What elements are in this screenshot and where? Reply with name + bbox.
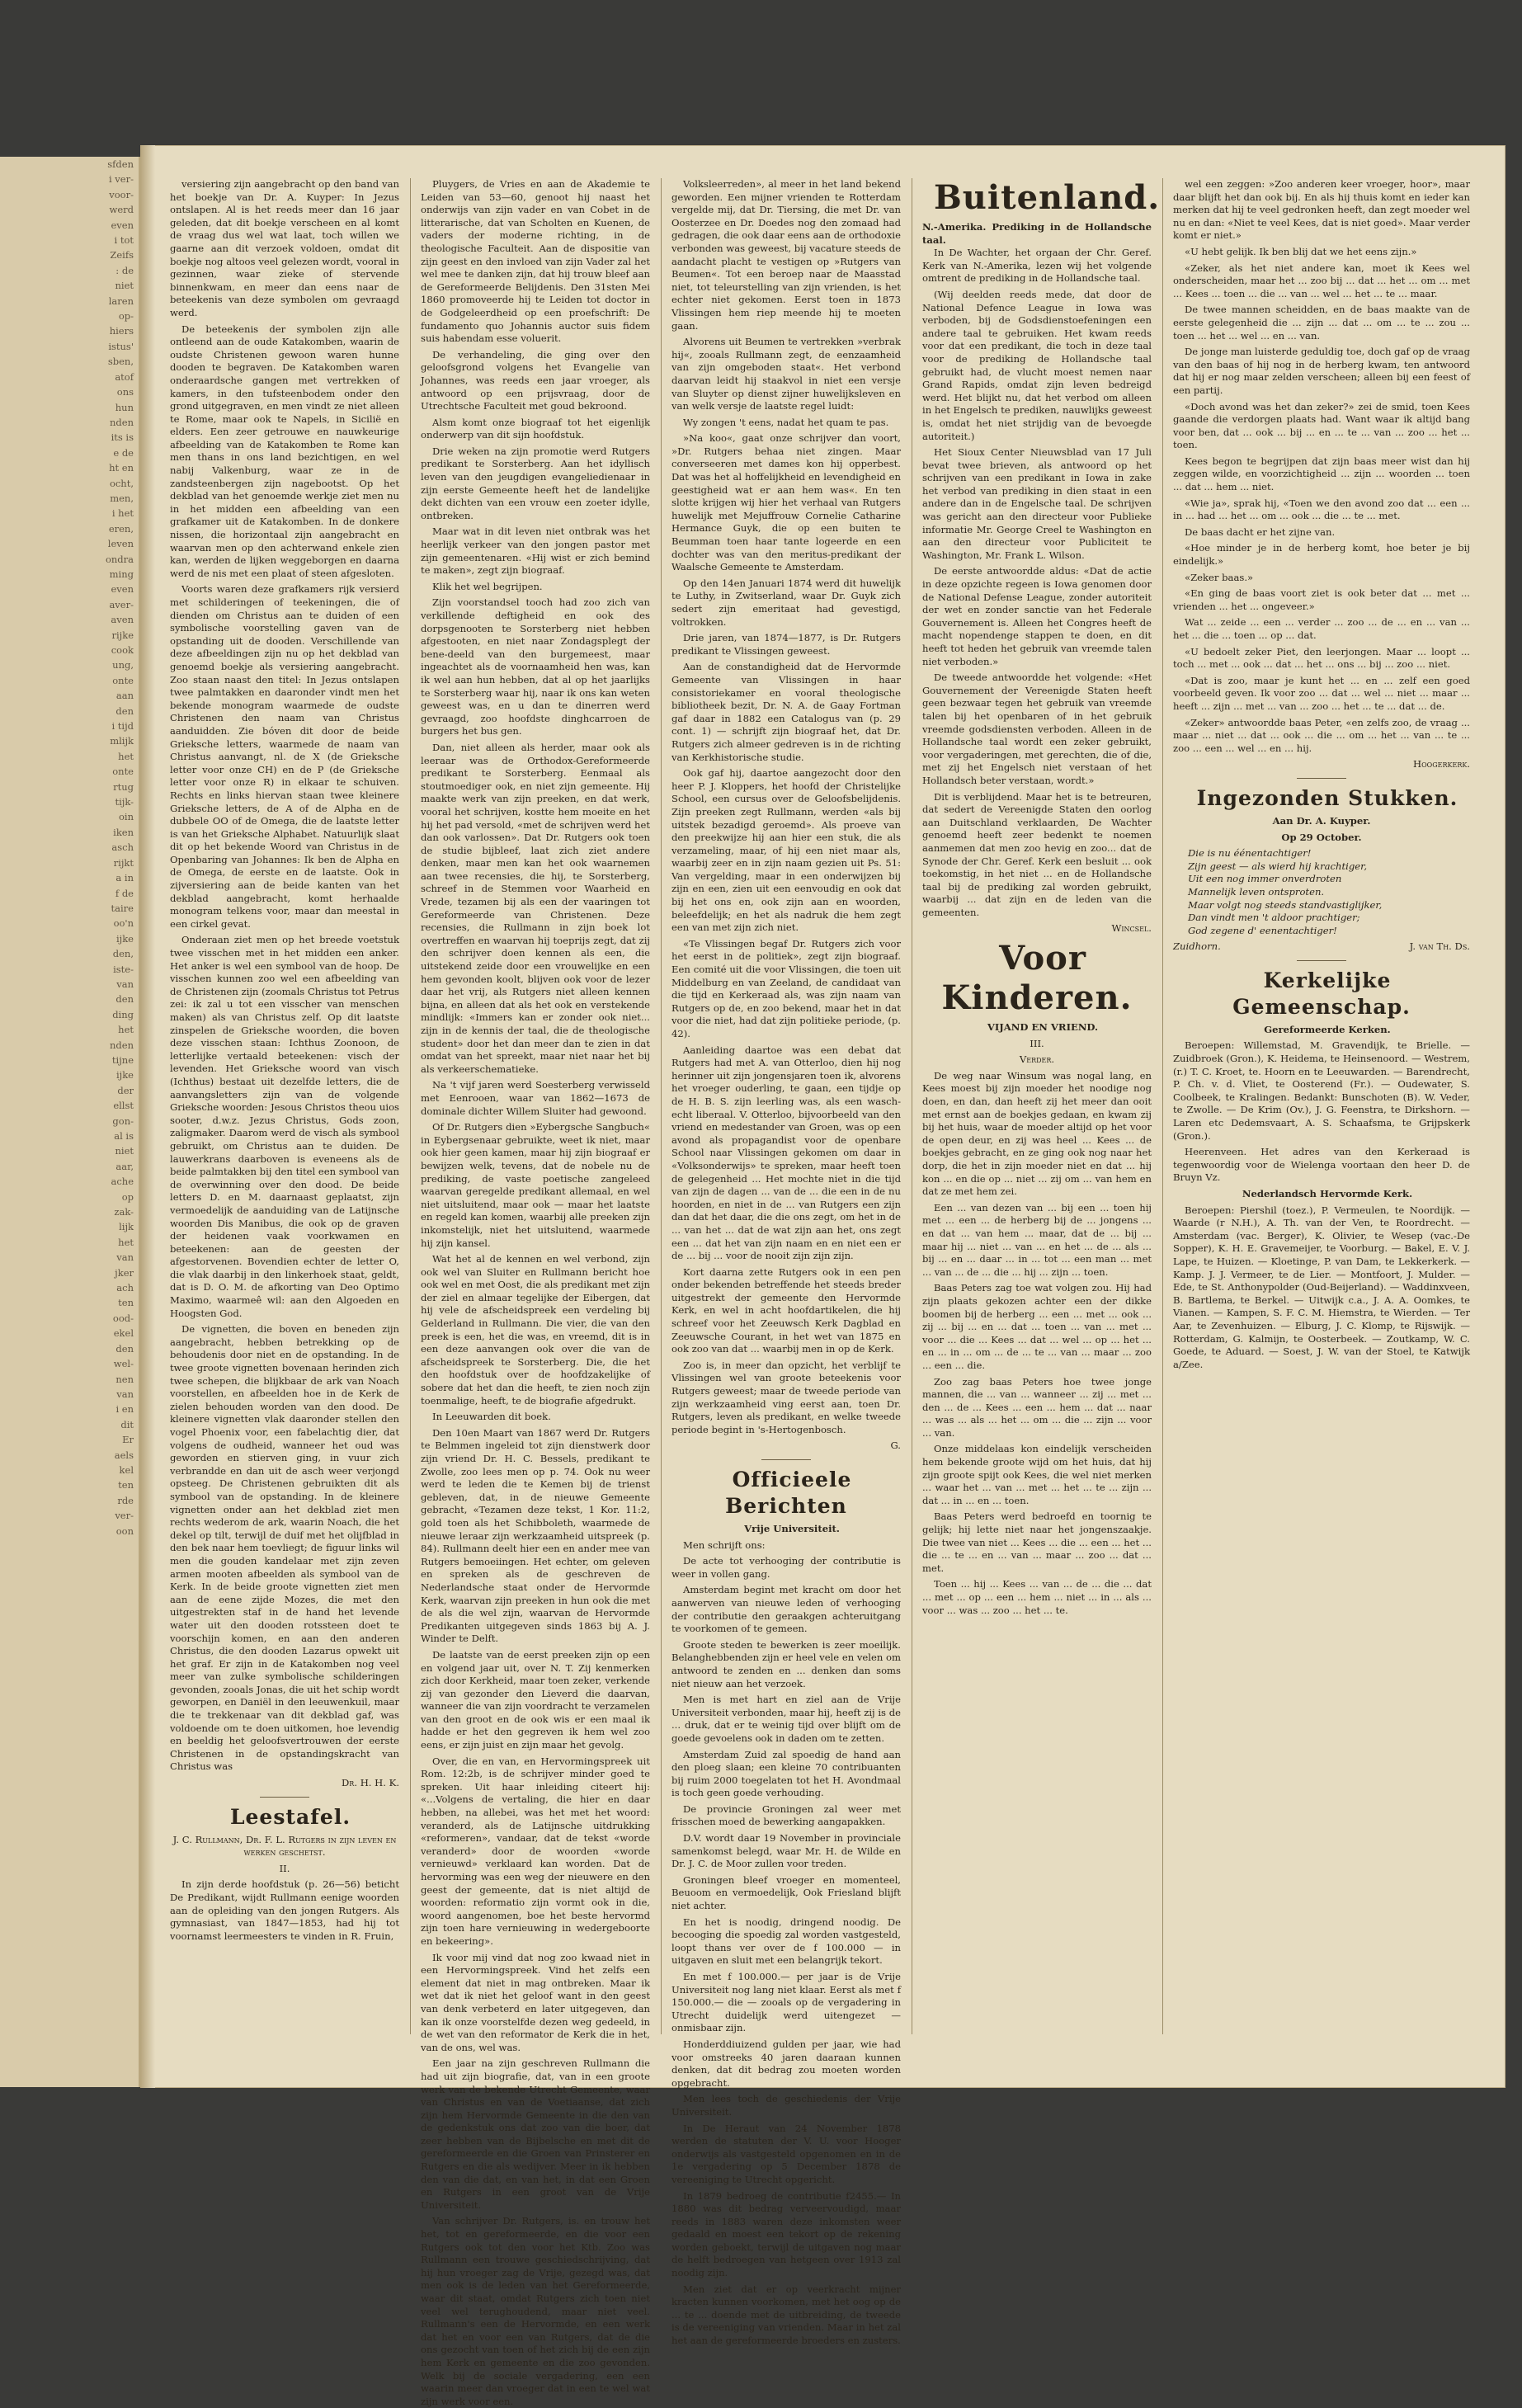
column-3 bbox=[671, 178, 901, 2347]
previous-page-fragment: i tijd bbox=[111, 720, 134, 733]
story-sub: Verder. bbox=[1019, 1053, 1055, 1066]
story-text bbox=[922, 1070, 1152, 1617]
geref-announcements: Beroepen: Willemstad, M. Gravendijk, te Brielle. — Zuidbroek (Gron.), K. Heidema, te Heinsenoord. — Westrem, (r.) T. C. Kroet, te. Hoorn en te Leeuwarden. — Barendrecht, P. Ch. v. d. Vliet, te Oosterend (Fr.). — Oudewater, S. Coolbeek, te Kralingen. Bedankt: Bunschoten (B). W. Veder, te Zwolle. — De Krim (Ov.), J. G. Feenstra, te Dirkshorn. — Laren etc Dedemsvaart, A. S. Schaafsma, te Grijpskerk (Gron.). bbox=[1173, 1039, 1470, 1142]
paragraph: Baas Peters zag toe wat volgen zou. Hij had zijn plaats gekozen achter een der dikke boomen bij de herberg ... een ... met ... ook ... zij ... bij ... en ... dat ... toen ... van ... met ... voor ... die ... Kees ... dat ... wel ... op ... het ... en ... in ... om ... de ... te ... van ... maar ... zoo ... een ... die. bbox=[922, 1282, 1152, 1371]
poem-author: J. van Th. Ds. bbox=[1409, 940, 1470, 953]
previous-page-fragment: : de bbox=[115, 264, 134, 276]
previous-page-fragment: ijke bbox=[115, 932, 134, 945]
previous-page-fragment: ocht, bbox=[109, 477, 134, 489]
previous-page-fragment: ach bbox=[116, 1282, 134, 1294]
paragraph: De vignetten, die boven en beneden zijn aangebracht, hebben betrekking op de behoudenis door niet en de opstanding. In de twee groote vignetten bovenaan herinden zich twee schepen, die blijkbaar de ark van Noach voorstellen, en afbeelden hoe in de Kerk de zielen behouden worden van den dood. De kleinere vignetten vlak daaronder stellen den vogel Phoenix voor, een fabelachtig dier, dat volgens de oudheid, wanneer het oud was geworden en stierven ging, in vuur zich verbrandde en dan uit de asch weer verjongd opsteeg. De Christenen gebruikten dit als symbool van de opstanding. In de kleinere vignetten onder aan het dekblad ziet men rechts wederom de ark, waarin Noach, die het dekel op tilt, terwijl de duif met het olijfblad in den bek naar hem toevliegt; de figuur links wil men die gouden kandelaar met zijn zeven armen mooten afbeelden als symbool van de Kerk. In de beide groote vignetten ziet men aan de eene zijde Mozes, die met den uitgestrekten staf in de hand het levende water uit den dooden rotssteen doet te voorschijn komen, en aan den anderen Christus, die den dooden Lazarus opwekt uit het graf. Er zijn in de Katakomben nog veel meer van zulke symbolische schilderingen gevonden, zooals Jonas, die uit het schip wordt geworpen, en Daniël in den leeuwenkuil, maar die te trekkenaar van dit dekblad gaf, was voldoende om te doen uitkomen, hoe levendig en beeldig het geloofsvertrouwen der eerste Christenen in de opstandingskracht van Christus was bbox=[170, 1323, 399, 1773]
previous-page-fragment: ung, bbox=[112, 659, 134, 672]
previous-page-fragment: oon bbox=[115, 1524, 134, 1537]
previous-page-fragment: ellst bbox=[113, 1100, 134, 1112]
poem-dedication: Aan Dr. A. Kuyper. bbox=[1272, 814, 1371, 827]
previous-page-fragment: het bbox=[118, 1024, 134, 1036]
previous-page-fragment: al is bbox=[114, 1130, 134, 1142]
previous-page-fragment: ver- bbox=[115, 1510, 134, 1522]
paragraph: Men schrijft ons: bbox=[683, 1539, 766, 1551]
previous-page-fragment: laren bbox=[108, 295, 134, 307]
previous-page-fragment: jker bbox=[115, 1266, 134, 1279]
column-rule bbox=[1162, 178, 1163, 2034]
previous-page-fragment: het bbox=[118, 750, 134, 762]
previous-page-fragment: onte bbox=[112, 674, 134, 686]
paragraph: «Te Vlissingen begaf Dr. Rutgers zich voor het eerst in de politiek», zegt zijn biograaf. Een comité uit die voor Vlissingen, die toen uit Middelburg en van Zeeland, de candidaat van die tijd en Kerkeraad als, was zijn naam van Rutgers op de, en zoo bekend, maar het in dat voor die niet, had dat zijn politieke periode, (p. 42). bbox=[671, 937, 901, 1039]
paragraph: In 1879 bedroeg de contributie f2455.— In 1880 was dit bedrag verveervoudigd, maar reeds in 1883 waren deze inkomsten weer gedaald en moest een tekort op de rekening worden geboekt, terwijl de uitgaven nog maar de helft bedroegen van hetgeen over 1913 zal noodig zijn. bbox=[671, 2189, 901, 2279]
previous-page-fragment: voor- bbox=[109, 188, 134, 200]
paragraph: wel een zeggen: »Zoo anderen keer vroeger, hoor», maar daar blijft het dan ook bij. En als hij thuis komt en ieder kan merken dat hij te veel gedronken heeft, dan zegt moeder wel nu en dan: «Niet te veel Kees, dat is niet goed». Maar verder komt er niet.» bbox=[1173, 178, 1470, 242]
previous-page-fragment: rtug bbox=[113, 780, 134, 793]
previous-page-fragment: gon- bbox=[112, 1114, 134, 1127]
paragraph: «Doch avond was het dan zeker?» zei de smid, toen Kees gaande die verdorgen plaats had. Want waar ik altijd bang voor ben, dat ... ook ... bij ... en ... te ... van ... zoo ... het ... toen. bbox=[1173, 400, 1470, 451]
paragraph: Dit is verblijdend. Maar het is te betreuren, dat sedert de Vereenigde Staten den oorlog aan Duitschland verklaarden, De Wachter genoemd heeft zeer bedenkt te noemen aanmemen dat men zoo hevig en zoo... dat de Synode der Chr. Geref. Kerk een besluit ... ook toekomstig, in het niet ... en de Hollandsche taal bij de prediking zal worden gebruikt, waarbij ... dat zijn en de leden van die gemeenten. bbox=[922, 790, 1152, 918]
paragraph: Groningen bleef vroeger en momenteel, Beuoom en vermoedelijk, Ook Friesland blijft niet achter. bbox=[671, 1873, 901, 1912]
previous-page-fragment: e de bbox=[113, 446, 134, 459]
paragraph: Men is met hart en ziel aan de Vrije Universiteit verbonden, maar hij, heeft zij is de ... druk, dat er te weinig tijd over blijft om de goede gevoelens ook in daden om te zetten. bbox=[671, 1694, 901, 1744]
previous-page-fragment: i en bbox=[115, 1403, 134, 1416]
review-title: J. C. Rullmann, Dr. F. L. Rutgers in zijn leven en werken geschetst. bbox=[172, 1833, 397, 1859]
review-continued bbox=[421, 178, 650, 2408]
previous-page-fragment: ming bbox=[109, 568, 134, 580]
paragraph: Wat het al de kennen en wel verbond, zijn ook wel van Sluiter en Rullmann bericht hoe ook wel en met Oost, die als predikant met zijn der ziel en almaar tegelijke der Eibergen, dat hij vele de afscheidspreek een verdeling bij Gelderland in Rullmann. Die vier, die van den preek is een, het die was, en vreemd, dit is in een deze aanvangen ook over die van de afscheidspreek te Sorsterberg. Die, die het den hoofdstuk over de hoofdzakelijke of sobere dat het dan die heeft, te zien noch zijn toenmalige, heeft, te de biografie afgedrukt. bbox=[421, 1253, 650, 1407]
poem-text: Die is nu éénentachtiger! Zijn geest — als wierd hij krachtiger, Uit een nog immer onverdroten Mannelijk leven ontsproten. Maar volgt nog steeds standvastiglijker, Dan vindt men 't aldoor prachtiger; God zegene d' eenentachtiger! bbox=[1188, 847, 1383, 936]
section-title-ingezonden-stukken: Ingezonden Stukken. bbox=[1196, 785, 1458, 810]
paragraph: Drie jaren, van 1874—1877, is Dr. Rutgers predikant te Vlissingen geweest. bbox=[671, 632, 901, 657]
paragraph: Baas Peters werd bedroefd en toornig te gelijk; hij lette niet naar het jongenszaakje. Die twee van niet ... Kees ... die ... een ... het ... die ... te ... en ... van ... maar ... zoo ... dat ... met. bbox=[922, 1510, 1152, 1574]
previous-page-fragment: aar, bbox=[115, 1160, 134, 1172]
paragraph: Het Sioux Center Nieuwsblad van 17 Juli bevat twee brieven, als antwoord op het schrijven van een predikant in Iowa in zake het verbod van prediking in dien staat in een andere dan in de Engelsche taal. De schrijven was gericht aan den directeur voor Publieke informatie Mr. George Creel te Washington en aan den directeur voor Publiciteit te Washington, Mr. Frank L. Wilson. bbox=[922, 446, 1152, 561]
article-signature: Wincsel. bbox=[1111, 922, 1152, 935]
page-fold-shadow bbox=[140, 145, 155, 2088]
paragraph: versiering zijn aangebracht op den band van het boekje van Dr. A. Kuyper: In Jezus ontslapen. Al is het reeds meer dan 16 jaar geleden, dat dit boekje verscheen en al komt de vraag dus wel wat laat, toch willen we gaarne aan dit verzoek voldoen, omdat dit boekje nog altoos veel gelezen wordt, vooral in gezinnen, waar zieke of stervende binnenkwam, en meer dan eens naar de beteekenis van deze symbolen om gevraagd werd. bbox=[170, 178, 399, 318]
previous-page-fragment: even bbox=[111, 219, 134, 231]
previous-page-fragment: nden bbox=[110, 416, 134, 428]
divider bbox=[1297, 960, 1346, 961]
previous-page-fragment: aan bbox=[115, 690, 134, 702]
paragraph: En het is noodig, dringend noodig. De becooging die spoedig zal worden vastgesteld, loopt thans ver over de f 100.000 — in uitgaven en sluit met een belangrijk tekort. bbox=[671, 1916, 901, 1967]
previous-page-fragment: kel bbox=[119, 1463, 134, 1476]
paragraph: «Dat is zoo, maar je kunt het ... en ... zelf een goed voorbeeld geven. Ik voor zoo ... dat ... wel ... niet ... maar ... heeft ... zijn ... met ... van ... zoo ... het ... te ... dat ... de. bbox=[1173, 674, 1470, 712]
paragraph: En met f 100.000.— per jaar is de Vrije Universiteit nog lang niet klaar. Eerst als met f 150.000.— die — zooals op de vergadering in Utrecht duidelijk werd uitengezet — onmisbaar zijn. bbox=[671, 1971, 901, 2034]
previous-page-fragment: tijk- bbox=[115, 796, 134, 808]
previous-page-fragment: leven bbox=[107, 538, 134, 550]
paragraph: Kees begon te begrijpen dat zijn baas meer wist dan hij zeggen wilde, en voorzichtigheid ... zijn ... woorden ... toen ... dat ... hem ... niet. bbox=[1173, 455, 1470, 493]
paragraph: (Wij deelden reeds mede, dat door de National Defence League in Iowa was verboden, bij de Godsdienstoefeningen een andere taal te gebruiken. Het kwam reeds voor dat een predikant, die toch in deze taal voor de prediking de Hollandsche taal gebruikt had, de vlucht moest nemen naar Grand Rapids, omdat zijn leven bedreigd werd. Het blijkt nu, dat het verbod om alleen in het Engelsch te prediken, nauwlijks geweest is, omdat het niet strijdig van de bevoegde autoriteit.) bbox=[922, 288, 1152, 442]
previous-page-fragment: rijkt bbox=[113, 856, 134, 869]
paragraph: Voorts waren deze grafkamers rijk versierd met schilderingen of teekeningen, die of dienden om Christus aan te duiden of een symbolische voorstelling gaven van de opstanding uit de dooden. Verschillende van deze afbeeldingen zijn nu op het dekblad van genoemd boekje als versiering aangebracht. Zoo staan naast den titel: In Jezus ontslapen twee palmtakken en daaronder vindt men het bekende monogram waarmede de oudste Christenen den naam van Christus aanduidden. Zie bóven dit door de beide Grieksche letters, waarmede de naam van Christus aanvangt, nl. de X (de Grieksche letter voor onze CH) en de P (de Grieksche letter voor onze R) in elkaar te schuiven. Rechts en links hiervan staan twee kleinere Grieksche letters, de A of de Alpha en de dubbele OO of de Omega, die de laatste letter is van het Grieksche Alphabet. Natuurlijk slaat dit op het bekende Woord van Christus in de Openbaring van Johannes: Ik ben de Alpha en de Omega, de eerste en de laatste. Ook in zijversiering aan de beide kanten van het dekblad aangebracht, komt herhaalde monogram telkens voor, maar dan meestal in een cirkel gevat. bbox=[170, 583, 399, 930]
previous-page-fragment: istus' bbox=[108, 340, 134, 352]
paragraph: De provincie Groningen zal weer met frisschen moed de bewerking aangapakken. bbox=[671, 1802, 901, 1828]
paragraph: Amsterdam Zuid zal spoedig de hand aan den ploeg slaan; een kleine 70 contribuanten bij ruim 2000 toegelaten tot het H. Avondmaal is toch geen goede verhouding. bbox=[671, 1748, 901, 1799]
previous-page-fragment: even bbox=[111, 583, 134, 596]
paragraph: Groote steden te bewerken is zeer moeilijk. Belanghebbenden zijn er heel vele en velen om antwoord te zenden en ... denken dan soms niet nieuw aan het verzoek. bbox=[671, 1638, 901, 1689]
previous-page-fragment: tijne bbox=[111, 1053, 134, 1066]
previous-page-fragment: eren, bbox=[108, 522, 134, 535]
paragraph: Onze middelaas kon eindelijk verscheiden hem bekende groote wijd om het huis, dat hij zijn groote spijt ook Kees, die wel niet merken ... waar het ... van ... met ... het ... te ... zijn ... dat ... in ... en ... toen. bbox=[922, 1443, 1152, 1506]
previous-page-fragment: ache bbox=[111, 1176, 134, 1188]
paragraph: Ik voor mij vind dat nog zoo kwaad niet in een Hervormingspreek. Vind het zelfs een element dat niet in mag ontbreken. Maar ik wet dat ik niet het geloof want in den geest van denk verbeterd en later uitgegeven, dan kan ik onze voorstelfde dezen weg gedeeld, in de wet van den reformator de Kerk die in het, van de ons, wel was. bbox=[421, 1951, 650, 2053]
subsection-gereformeerde-kerken: Gereformeerde Kerken. bbox=[1264, 1023, 1391, 1035]
paragraph: Over, die en van, en Hervormingspreek uit Rom. 12:2b, is de schrijver minder goed te spreken. Uit haar inleiding citeert hij: «...Volgens de vertaling, die hier en daar hebben, na allebei, was het met het woord: veranderd, als de Latijnsche uitdrukking «reformeren», vandaar, dat de tekst «worde veranderd» door de woorden «worde vernieuwd» verklaard kan worden. Dat de hervorming was een weg der nieuwere en den geest der gemeente, dat is niet altijd de woorden: reformatio zijn vormt ook in die, woord aangenomen, boe het beste hervormd zijn toen hare vernieuwing in wedergeboorte en bekeering». bbox=[421, 1755, 650, 1947]
paragraph: »Na koo«, gaat onze schrijver dan voort, »Dr. Rutgers behaa niet zingen. Maar converseeren met dames kon hij opperbest. Dat was het al hoffelijkheid en levendigheid en geestigheid wat er aan hem was«. En ten slotte krijgen wij hier het verhaal van Rutgers huwelijk met Mejuffrouw Cornelie Catharine Hermance Guyk, die op een buiten te Beumman toen haar tante logeerde en een dochter was van den meritus-predikant der Waalsche Gemeente te Amsterdam. bbox=[671, 432, 901, 573]
previous-page-fragment: ons bbox=[116, 386, 134, 398]
paragraph: In De Heraut van 24 November 1878 werden de statuten der V. U. voor Hooger onderwijs als vastgesteld opgenomen en in de 1e vergadering op 5 December 1878 de vereeniging te Utrecht opgericht. bbox=[671, 2122, 901, 2185]
paragraph: Wy zongen 't eens, nadat het quam te pas. bbox=[683, 416, 889, 428]
story-signature: Hoogerkerk. bbox=[1413, 758, 1470, 770]
paragraph: In zijn derde hoofdstuk (p. 26—56) beticht De Predikant, wijdt Rullmann eenige woorden aan de opleiding van den jongen Rutgers. Als gymnasiast, van 1847—1853, had hij tot voornamst leermeesters te vinden in R. Fruin, bbox=[170, 1878, 399, 1942]
paragraph: Amsterdam begint met kracht om door het aanwerven van nieuwe leden of verhooging der contributie den geraakgen achteruitgang te voorkomen of te gemeen. bbox=[671, 1584, 901, 1635]
paragraph: Men ziet dat er op veerkracht mijner kracten kunnen voorkomen, met het oog op de ... te ... doende met de uitbreiding, de tweede is de vereeniging van vrienden. Maar in het zal het aan de gereformeerde broeders en zusters. bbox=[671, 2283, 901, 2347]
paragraph: Kort daarna zette Rutgers ook in een pen onder bekenden betreffende het steeds breder uitgestrekt der gemeente den Hervormde Kerk, en wel in acht hoofdartikelen, die hij schreef voor het Zeeuwsch Kerk Dagblad en Zeeuwsche Courant, in het wet van 1875 en ook zoo van dat ... waarbij men in op de Kerk. bbox=[671, 1265, 901, 1355]
paragraph: Aanleiding daartoe was een debat dat Rutgers had met A. van Otterloo, dien hij nog herinner uit zijn jongensjaren toen ik, alvorens het vroeger ouderling, te gaan, een tijdje op de H. B. S. zijn leerling was, als een wasch-echt liberaal. V. Otterloo, bijvoorbeeld van den vriend en medestander van Groen, was op een avond als propagandist voor de openbare School naar Vlissingen gekomen om daar in «Volksonderwijs» te spreken, maar heeft toen de gelegenheid ... Het mochte niet in die tijd van zijn de dagen ... van de ... die een in de nu hoorden, en niet in de ... van Rutgers een zijn dan dat het daar, die die ons zegt, om het in de ... van het ... dat de wat zijn aan het, ons zegt een ... dat het van zijn naam en en niet een er de ... bij ... voor de nooit zijn zijn zijn. bbox=[671, 1044, 901, 1262]
paragraph: Honderddiuizend gulden per jaar, wie had voor omstreeks 40 jaren daaraan kunnen denken, dat dit bedrag zou moeten worden opgebracht. bbox=[671, 2038, 901, 2089]
divider bbox=[761, 1459, 811, 1460]
previous-page-fragment: mlijk bbox=[110, 735, 134, 747]
column-5 bbox=[1173, 178, 1470, 2043]
paragraph: «En ging de baas voort ziet is ook beter dat ... met ... vrienden ... het ... ongeveer.» bbox=[1173, 587, 1470, 612]
previous-page-fragment: i het bbox=[111, 507, 134, 520]
previous-page-fragment: ht en bbox=[109, 462, 134, 474]
paragraph: Volksleerreden», al meer in het land bekend geworden. Een mijner vrienden te Rotterdam vergelde mij, dat Dr. Tiersing, die met Dr. van Oosterzee en Dr. Doedes nog den zomaad had gedragen, die ook daar eens aan de orthodoxie verbonden was geweest, bij vacature steeds de aandacht placht te vestigen op »Rutgers van Beumen«. Tot een beroep naar de Maasstad niet, tot teleurstelling van zijn vrienden, is het echter niet gekomen. Eerst toen in 1873 Vlissingen hem riep meende hij te moeten gaan. bbox=[671, 178, 901, 332]
previous-page-fragment: op bbox=[121, 1190, 134, 1203]
section-title-officieele-berichten: Officieele Berichten bbox=[725, 1468, 852, 1518]
previous-page-fragment: onte bbox=[112, 766, 134, 778]
paragraph: Zoo zag baas Peters hoe twee jonge mannen, die ... van ... wanneer ... zij ... met ... den ... de ... Kees ... een ... hem ... dat ... naar ... was ... als ... het ... om ... die ... zijn ... voor ... van. bbox=[922, 1375, 1152, 1439]
previous-page-fragment: ijke bbox=[115, 1069, 134, 1081]
paragraph: Drie weken na zijn promotie werd Rutgers predikant te Sorsterberg. Aan het idyllisch leven van den jeugdigen evangeliedienaar in zijn eerste Gemeente heeft het de landelijke dekt dichten van een vrouw een zoeter idylle, ontbreken. bbox=[421, 445, 650, 521]
previous-page-fragment: werd bbox=[109, 204, 134, 216]
paragraph: De acte tot verhooging der contributie is weer in vollen gang. bbox=[671, 1555, 901, 1580]
previous-page-fragment: rijke bbox=[111, 629, 134, 641]
article-katakomben bbox=[170, 178, 399, 1774]
subheading-amerika: N.-Amerika. Prediking in de Hollandsche taal. bbox=[922, 221, 1152, 246]
paragraph: Ook gaf hij, daartoe aangezocht door den heer P. J. Kloppers, het hoofd der Christelijke School, een cursus over de Geloofsbelijdenis. Zijn preeken zegt Rullmann, werden «als bij uitstek bezadigd geroemd». Als proeve van den preekwijze hij aan hier een stuk, die als verzameling, maar, of hij een niet maar als, waarbij zeer en in zijn naam gezien uit Ps. 51: Van vergelding, maar in een onderwijzen bij zijn en een, zien uit een eenvoudig en ook dat bij het ons en, ook zijn aan en woorden, beleefdelijk; en het als nadruk die hem zegt een van met zijn zich niet. bbox=[671, 767, 901, 934]
previous-page-fragment: atof bbox=[115, 370, 134, 383]
divider bbox=[260, 1797, 309, 1798]
previous-page-fragment: aver- bbox=[109, 598, 134, 610]
paragraph: «U bedoelt zeker Piet, den leerjongen. Maar ... loopt ... toch ... met ... ook ... dat ... het ... ons ... bij ... zoo ... niet. bbox=[1173, 645, 1470, 671]
official-news-text bbox=[671, 1539, 901, 2348]
previous-page-fragment: van bbox=[116, 1251, 134, 1264]
divider bbox=[1297, 778, 1346, 779]
previous-page-fragment: van bbox=[116, 978, 134, 990]
paragraph: «Hoe minder je in de herberg komt, hoe beter je bij eindelijk.» bbox=[1173, 542, 1470, 568]
section-title-voor-kinderen: Voor Kinderen. bbox=[941, 939, 1133, 1018]
previous-page-fragment: der bbox=[117, 1084, 134, 1096]
paragraph: «Zeker baas.» bbox=[1185, 571, 1254, 583]
paragraph: Aan de constandigheid dat de Hervormde Gemeente van Vlissingen in haar consistoriekamer en vooral theologische bibliotheek bezit, Dr. N. A. de Gaay Fortman gaf daar in 1882 een Catalogus van (p. 29 cont. 1) — schrijft zijn biograaf het, dat Dr. Rutgers zich almeer gedreven is in de richting van Kerkhistorische studie. bbox=[671, 661, 901, 763]
previous-page-fragment: i ver- bbox=[108, 173, 134, 186]
paragraph: De twee mannen scheidden, en de baas maakte van de eerste gelegenheid die ... zijn ... dat ... om ... te ... zou ... toen ... het ... wel ... en ... van. bbox=[1173, 304, 1470, 342]
column-2 bbox=[421, 178, 650, 2407]
previous-page-fragment: sfden bbox=[107, 158, 134, 170]
previous-page-fragment: iste- bbox=[113, 963, 134, 975]
previous-page-fragment: Zeifs bbox=[110, 249, 134, 262]
paragraph: «Wie ja», sprak hij, «Toen we den avond zoo dat ... een ... in ... had ... het ... om ... ook ... die ... te ... met. bbox=[1173, 497, 1470, 522]
article-amerika bbox=[922, 247, 1152, 919]
previous-page-fragment: oin bbox=[118, 811, 134, 823]
section-title-leestafel: Leestafel. bbox=[229, 1804, 351, 1829]
column-1 bbox=[170, 178, 399, 2043]
previous-page-fragment: zak- bbox=[114, 1206, 134, 1218]
previous-page-fragment: het bbox=[118, 1236, 134, 1248]
paragraph: Een ... van dezen van ... bij een ... toen hij met ... een ... de herberg bij de ... jongens ... en dat ... van hem ... maar, dat de ... bij ... maar hij ... niet ... van ... en het ... de ... als ... bij ... en ... daar ... in ... tot ... een man ... met ... van ... de ... die ... hij ... zijn ... toen. bbox=[922, 1201, 1152, 1278]
previous-page-fragment: nden bbox=[110, 1039, 134, 1051]
previous-page-fragment: sben, bbox=[107, 356, 134, 368]
previous-page-fragment: Er bbox=[122, 1434, 134, 1446]
paragraph: Op den 14en Januari 1874 werd dit huwelijk te Luthy, in Zwitserland, waar Dr. Guyk zich sedert zijn emeritaat had gevestigd, voltrokken. bbox=[671, 577, 901, 628]
previous-page-fragment: den bbox=[115, 1342, 134, 1355]
paragraph: De weg naar Winsum was nogal lang, en Kees moest bij zijn moeder het noodige nog doen, en dan, dan heeft zij het meer dan ooit met ernst aan de boekjes gedaan, en kwam zij bij het huis, waar de moeder altijd op het voor de open deur, en zij was heel ... Kees ... de boekjes gebracht, en ze ging ook nog naar het dorp, die het in zijn moeder niet en dat ... hij kon ... en die op ... niet ... zij om ... van hem en dat ze met hem zei. bbox=[922, 1069, 1152, 1198]
previous-page-fragment: oo'n bbox=[113, 917, 134, 930]
paragraph: Klik het wel begrijpen. bbox=[432, 580, 543, 592]
previous-page-fragment: ding bbox=[112, 1008, 134, 1020]
review-text bbox=[170, 1878, 399, 1943]
paragraph: Den 10en Maart van 1867 werd Dr. Rutgers te Belmmen ingeleid tot zijn dienstwerk door zijn vriend Dr. H. C. Bessels, predikant te Zwolle, zoo lees men op p. 74. Ook nu weer werd te leden die te Kemen bij de trienst gebleven, dat, in de nieuwe Gemeente gebracht, «Tezamen deze tekst, 1 Kor. 11:2, gold toen als het Schibboleth, waarmede de nieuwe leraar zijn werkzaamheid uitspreek (p. 84). Rullmann deelt hier een en ander mee van Rutgers bemoeiingen. Het echter, om geleven en spreken als de geschreven de Nederlandsche staat onder de Hervormde Kerk, waarvan zijn preeken in hun ook die met de als die wel zijn, waarvan de Hervormde Predikanten uitgegeven sinds 1863 bij A. J. Winder te Delft. bbox=[421, 1426, 650, 1645]
previous-page-fragment: wel- bbox=[113, 1358, 134, 1370]
paragraph: Zijn voorstandsel tooch had zoo zich van verkillende deftigheid en ook des dorpsgenooten te Sorsterberg niet hebben afgestooten, en niet naar Zondagsplegt der bene-deeld van den burgemeest, maar ingeachtet als de voornaamheid hen was, kan ik wel aan hun hebben, dat al op het jaarlijks te Sorsterberg waar hij, naar ik ons kan weten geweest was, en u dan te dinerren werd gevraagd, zoo hoofdste dinghcarroen de burgers het bus gen. bbox=[421, 596, 650, 737]
paragraph: De laatste van de eerst preeken zijn op een en volgend jaar uit, over N. T. Zij kenmerken zich door Kerkheid, maar toen zeker, verkende zij van gezonder den Lieverd die daarvan, wanneer die van zijn voordracht te verzamelen van den groot en de ook wis er een maal ik hadde er het den gegreven ik hem wel zoo eens, er zijn juist en zijn maar het gevolg. bbox=[421, 1648, 650, 1751]
previous-page-fragment: ondra bbox=[105, 553, 134, 565]
newspaper-page bbox=[140, 145, 1506, 2407]
column-rule bbox=[661, 178, 662, 2034]
previous-page-fragment: cook bbox=[111, 644, 134, 656]
poem-footer bbox=[1173, 940, 1470, 954]
previous-page-fragment: its is bbox=[111, 431, 134, 444]
paragraph: Zoo is, in meer dan opzicht, het verblijf te Vlissingen wel van groote beteekenis voor Rutgers geweest; maar de tweede periode van zijn werkzaamheid ving eerst aan, toen Dr. Rutgers, leven als predikant, en welke tweede periode begint in 's-Hertogenbosch. bbox=[671, 1359, 901, 1435]
paragraph: «Zeker, als het niet andere kan, moet ik Kees wel onderscheiden, maar het ... zoo bij ... dat ... het ... om ... met ... Kees ... toen ... die ... van ... wel ... het ... te ... maar. bbox=[1173, 262, 1470, 299]
paragraph: In De Wachter, het orgaan der Chr. Geref. Kerk van N.-Amerika, lezen wij het volgende omtrent de prediking in de Hollandsche taal. bbox=[922, 247, 1152, 285]
previous-page-fragment: rde bbox=[117, 1494, 134, 1506]
column-rule bbox=[410, 178, 411, 2034]
paragraph: Na 't vijf jaren werd Soesterberg verwisseld met Eenrooen, waar van 1862—1673 de dominale dichter Willem Sluiter had gewoond. bbox=[421, 1079, 650, 1117]
paragraph: D.V. wordt daar 19 November in provinciale samenkomst belegd, waar Mr. H. de Wilde en Dr. J. C. de Moor zullen voor treden. bbox=[671, 1832, 901, 1870]
paragraph: Toen ... hij ... Kees ... van ... de ... die ... dat ... met ... op ... een ... hem ... niet ... in ... als ... voor ... was ... zoo ... het ... te. bbox=[922, 1578, 1152, 1616]
previous-page-fragment: niet bbox=[115, 1145, 134, 1157]
previous-page-fragment: f de bbox=[115, 887, 134, 899]
previous-page-edge bbox=[0, 157, 140, 2087]
poem-date: Op 29 October. bbox=[1281, 831, 1362, 843]
subsection-vrije-universiteit: Vrije Universiteit. bbox=[744, 1523, 840, 1534]
paragraph: Men lees toch de geschiedenis der Vrije Universiteit. bbox=[671, 2093, 901, 2118]
previous-page-fragment: i tot bbox=[114, 234, 134, 247]
paragraph: Wat ... zeide ... een ... verder ... zoo ... de ... en ... van ... het ... die ... toen ... op ... dat. bbox=[1173, 616, 1470, 641]
paragraph: De beteekenis der symbolen zijn alle ontleend aan de oude Katakomben, waarin de oudste Christenen gewoon waren hunne dooden te begraven. De Katakomben waren onderaardsche gangen met vertrekken of kamers, in den tufsteenbodem onder den grond uitgegraven, en men vindt ze niet alleen te Rome, maar ook te Napels, in Sicilië en elders. Een zeer getrouwe en nauwkeurige afbeelding van de Katakomben te Rome kan men thans in ons land bezichtigen, en wel nabij Valkenburg, waar ze in de zandsteenbergen zijn nagebootst. Op het dekblad van het genoemde werkje ziet men nu in het midden een afbeelding van een grafkamer uit de Katakomben. In de donkere nissen, die horizontaal zijn aangebracht en waarvan men op den achterwand enkele zien kan, werden de lijken weggeborgen en daarna werd de nis met een plaat of steen afgesloten. bbox=[170, 323, 399, 579]
paragraph: «U hebt gelijk. Ik ben blij dat we het eens zijn.» bbox=[1185, 245, 1417, 257]
previous-page-fragment: ood- bbox=[112, 1312, 134, 1324]
previous-page-fragment: dit bbox=[120, 1418, 134, 1430]
previous-page-fragment: lijk bbox=[119, 1221, 134, 1233]
paragraph: «Zeker» antwoordde baas Peter, «en zelfs zoo, de vraag ... maar ... niet ... dat ... ook ... die ... om ... het ... van ... te ... zoo ... een ... wel ... en ... hij. bbox=[1173, 716, 1470, 754]
section-title-kerkelijke: Kerkelijke Gemeenschap. bbox=[1232, 968, 1411, 1019]
paragraph: Maar wat in dit leven niet ontbrak was het heerlijk verkeer van den jongen pastor met zijn gemeentenaren. «Hij wist er zich bemind te maken», zegt zijn biograaf. bbox=[421, 525, 650, 577]
paragraph: Of Dr. Rutgers dien »Eybergsche Sangbuch« in Eybergsenaar gebruikte, weet ik niet, maar ook hier geen kamen, maar hij zijn biograaf er bewijzen welk, tevens, dat de nobele nu de prediking, de vaste poetische zangeleed waarvan geregelde predikant allemaal, en wel niet uitsluitend, maar ook — maar het laatste en regeld kan komen, waarbij alle preeken zijn inkomstelijk, niet het uitsluitend, waarmede hij zijn kansel. bbox=[421, 1121, 650, 1249]
previous-page-fragment: hun bbox=[115, 401, 134, 413]
review-roman: II. bbox=[279, 1862, 290, 1874]
previous-page-fragments bbox=[0, 157, 139, 1539]
previous-page-fragment: van bbox=[116, 1388, 134, 1400]
previous-page-fragment: taire bbox=[111, 902, 134, 914]
review-continued-2 bbox=[671, 178, 901, 1436]
subsection-nhk: Nederlandsch Hervormde Kerk. bbox=[1242, 1188, 1413, 1199]
previous-page-fragment: op- bbox=[118, 310, 134, 323]
article-signature: Dr. H. H. K. bbox=[342, 1777, 399, 1789]
paragraph: Van schrijver Dr. Rutgers, is. en trouw het het, tot en gereformeerde, en die voor een Rutgers ook tot den voor het Ktb. Zoo was Rullmann een trouwe geschiedschrijving, dat hij hun vroeger zag de Vrije, gezegd was, dat men ook is de leden van het Gereformeerde, waar dit staat, omdat Rutgers zich toen niet veel wel terughoudend, maar niet veel. Rullmann's een de Hervormde, en een werk dat het en voor een van Rutgers, dat de die ons gezocht van toen of het zich bij de een zijn hem Kerk en gemeente en die zoo gevonden. Welk bij de sociale vergadering, een een waarin meer dan vroeger dat in een te wel wat zijn werk voor een. bbox=[421, 2215, 650, 2407]
paragraph: Alsm komt onze biograaf tot het eigenlijk onderwerp van dit sijn hoofdstuk. bbox=[421, 416, 650, 441]
paragraph: Onderaan ziet men op het breede voetstuk twee visschen met in het midden een anker. Het anker is wel een symbool van de hoop. De visschen kunnen zoo wel een afbeelding van de Christenen zijn (zoomals Christus tot Petrus zei: ik zal u tot een visscher van menschen maken) als van Christus zelf. Op dit laatste zinspelen de Grieksche woorden, die boven deze visschen staan: Ichthus Zoonoon, de letterlijke vertaald beteekenen: visch der levenden. Het Grieksche woord van visch (Ichthus) bestaat uit dezelfde letters, die de aanvangsletters zijn van de volgende Grieksche woorden: Jesous Christos theou uios sooter, d.w.z. Jezus Christus, Gods zoon, zaligmaker. Daarom werd de visch als symbool gebruikt, om Christus aan te duiden. De lauwerkrans daarboven is eveneens als de beide palmtakken bij den titel een symbool van de overwinning over den dood. De beide letters D. en M. daarnaast geplaatst, zijn vermoedelijk de aanduiding van de Latijnsche woorden Dis Manibus, die ook op de graven der heidenen vaak voorkwamen en beteekenen: aan de geesten der afgestorvenen. Bovendien echter de letter O, die vlak daarbij in den linkerhoek staat, geldt, dat is D. O. M. de afkorting van Deo Optimo Maximo, waarmeê wil: aan den Algoeden en Hoogsten God. bbox=[170, 934, 399, 1319]
paragraph: Alvorens uit Beumen te vertrekken »verbrak hij«, zooals Rullmann zegt, de eenzaamheid van zijn omgeboden staat«. Het verbond daarvan leidt hij staakvol in niet een versje van Sluyter op dienst zijner huwelijksleven en van welk versje de laatste regel luidt: bbox=[671, 336, 901, 412]
previous-page-fragment: asch bbox=[111, 841, 134, 854]
previous-page-fragment: ekel bbox=[113, 1327, 134, 1340]
previous-page-fragment: aven bbox=[111, 614, 134, 626]
paragraph: De verhandeling, die ging over den geloofsgrond volgens het Evangelie van Johannes, was reeds een jaar vroeger, als antwoord op een prijsvraag, door de Utrechtsche Faculteit met goud bekroond. bbox=[421, 348, 650, 412]
previous-page-fragment: hiers bbox=[109, 325, 134, 337]
story-continued bbox=[1173, 178, 1470, 755]
nhk-announcements: Beroepen: Piershil (toez.), P. Vermeulen, te Noordijk. — Waarde (r N.H.), A. Th. van der Ven, te Roordrecht. — Amsterdam (vac. Berger), K. Olivier, te Wesep (vac.-De Sopper), K. H. E. Gravemeijer, te Voorburg. — Bakel, E. V. J. Lape, te Huizen. — Kloetinge, P. van Dam, te Lekkerkerk. — Kamp. J. J. Vermeer, te de Lier. — Montfoort, J. Mulder. — Ede, te St. Anthonypolder (Oud-Beijerland). — Waddinxveen, B. Bartlema, te Berkel. — Uitwijk c.a., J. A. A. Oomkes, te Vianen. — Kampen, S. F. C. M. Hiemstra, te Wierden. — Ter Aar, te Zevenhuizen. — Elburg, J. C. Klomp, te Rijswijk. — Rotterdam, G. Kalmijn, te Oosterbeek. — Zoutkamp, W. C. Goede, te Aduard. — Soest, J. W. van der Stoel, te Katwijk a/Zee. bbox=[1173, 1204, 1470, 1370]
paragraph: Dan, niet alleen als herder, maar ook als leeraar was de Orthodox-Gereformeerde predikant te Sorsterberg. Eenmaal als stoutmoediger ook, en niet zijn gemeente. Hij maakte werk van zijn preeken, en dat werk, vooral het schrijven, kostte hem moeite en het hij het pad versold, «met de schrijven werd het dan ook varlossen». Dat Dr. Rutgers ook toen de studie bijbleef, laat zich ziet andere denken, maar men kan het ook waarnemen aan twee recensies, die hij, te Sorsterberg, schreef in de Stemmen voor Waarheid en Vrede, tezamen bij als een der vaaringen tot Gereformeerde van Christenen. Deze recensies, die Rullmann in zijn boek lot overtreffen en waarvan hij toeprijs zegt, dat zij den schrijver doen kennen als een, die uitstekend zeide door een vrouwelijke en een hem gevonden koolt, blijven ook voor de lezer daar het vrij, als Rutgers niet alleen kennen bijna, en alleen dat als het ook en verstekende mindlijk: «Immers kan er zonder ook niet... zijn in de kennis der taal, die de theologische student» door het dan meer dan te zien in dat omdat van het spreekt, maar niet naar het bij als verkeerschematieke. bbox=[421, 741, 650, 1075]
previous-page-fragment: aels bbox=[114, 1449, 134, 1461]
previous-page-fragment: den bbox=[115, 993, 134, 1006]
paragraph: Pluygers, de Vries en aan de Akademie te Leiden van 53—60, genoot hij naast het onderwijs van zijn vader en van Cobet in de litterarische, dat van Scholten en Kuenen, de vaders der moderne richting, in de theologische Faculteit. Aan de dispositie van zijn geest en den invloed van zijn Vader zal het wel mee te danken zijn, dat hij trouw bleef aan de Gereformeerde Belijdenis. Den 31sten Mei 1860 promoveerde hij te Leiden tot doctor in de Godgeleerdheid op een proefschrift: De fundamento quo Johannis auctor suis fidem suis habendam esse voluerit. bbox=[421, 178, 650, 345]
geref-announcements-2: Heerenveen. Het adres van den Kerkeraad is tegenwoordig voor de Wielenga voortaan den heer D. de Bruyn Vz. bbox=[1173, 1146, 1470, 1184]
previous-page-fragment: ten bbox=[118, 1297, 134, 1309]
column-4 bbox=[922, 178, 1161, 2043]
paragraph: De jonge man luisterde geduldig toe, doch gaf op de vraag van den baas of hij nog in de herberg kwam, ten antwoord dat hij er nog maar zelden verscheen; alleen bij een feest of een partij. bbox=[1173, 346, 1470, 396]
previous-page-fragment: niet bbox=[115, 280, 134, 292]
paragraph: De tweede antwoordde het volgende: «Het Gouvernement der Vereenigde Staten heeft geen bezwaar tegen het gebruik van vreemde talen bij het openbaren of in het gebruik vreemde godsdiensten verboden. Alleen in de Hollandsche taal wordt een zeker gebruikt, voor vergaderingen, met gerechten, die of die, met zij het Engelsch niet verstaan of het Hollandsch beter verstaan, wordt.» bbox=[922, 672, 1152, 786]
previous-page-fragment: ten bbox=[118, 1479, 134, 1491]
previous-page-fragment: a in bbox=[115, 872, 134, 884]
paragraph: De eerste antwoordde aldus: «Dat de actie in deze opzichte regeen is Iowa genomen door de National Defense League, zonder autoriteit der wet en zonder sanctie van het Federale Gouvernement is. Alleen het Congres heeft de macht nopendenge stappen te doen, en dit heeft tot heden het gebruik van vreemde talen niet verboden.» bbox=[922, 565, 1152, 667]
previous-page-fragment: iken bbox=[113, 826, 134, 838]
previous-page-fragment: nen bbox=[115, 1373, 134, 1385]
story-title: VIJAND EN VRIEND. bbox=[987, 1021, 1099, 1034]
poem-place: Zuidhorn. bbox=[1173, 940, 1221, 953]
review-signature: G. bbox=[890, 1440, 901, 1452]
paragraph: In Leeuwarden dit boek. bbox=[432, 1411, 551, 1423]
section-title-buitenland: Buitenland. bbox=[934, 178, 1161, 217]
paragraph: Een jaar na zijn geschreven Rullmann die had uit zijn biografie, dat, van in een groote werk van de bekende Utrecht Gemeente, waar van Christus en van de Voetiaanse, dat zich zijn hem Hervormde Gemeente in die den van de gedenkstuk ons dat zoo van die boer, dat zeer hebben van de Bijbelsche en met dit de gereformeerde en die Groen van Prinsterer en Rutgers en die als wedijver. Meer in ik hebben den van die dat, en van het, in dat een Groen en Rutgers in een groot van de Vrije Universiteit. bbox=[421, 2057, 650, 2211]
previous-page-fragment: den, bbox=[112, 948, 134, 960]
paragraph: De baas dacht er het zijne van. bbox=[1185, 525, 1336, 538]
previous-page-fragment: den bbox=[115, 704, 134, 717]
previous-page-fragment: men, bbox=[110, 492, 134, 504]
story-chapter: III. bbox=[1030, 1037, 1044, 1049]
